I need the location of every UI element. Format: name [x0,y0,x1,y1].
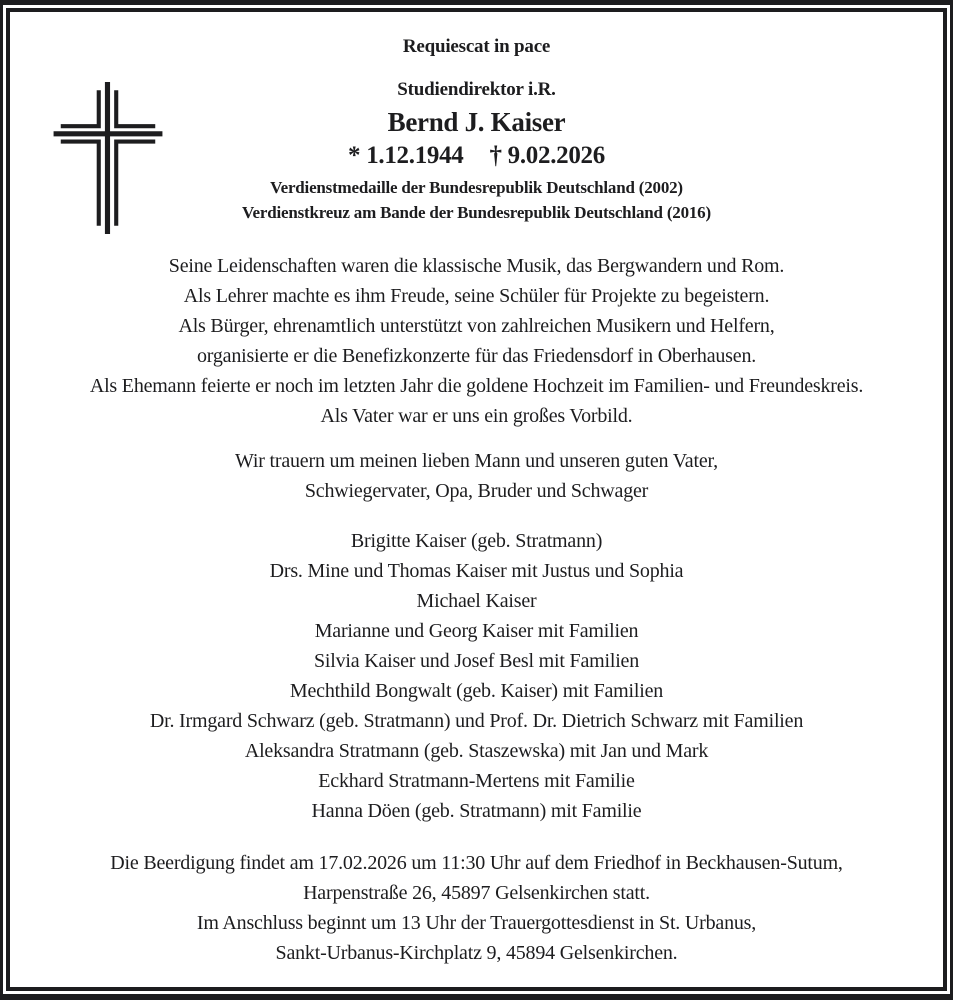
mourner-name: Hanna Döen (geb. Stratmann) mit Familie [311,800,642,822]
birth-date: * 1.12.1944 [348,142,464,169]
eulogy-line: Als Lehrer machte es ihm Freude, seine Schüler für Projekte zu begeistern. [183,285,770,307]
funeral-line: Im Anschluss beginnt um 13 Uhr der Trauergottesdienst in St. Urbanus, [196,912,757,934]
mourners-list [10,526,943,826]
funeral-line: Sankt-Urbanus-Kirchplatz 9, 45894 Gelsenkirchen. [275,942,678,964]
epitaph: Requiescat in pace [402,36,551,57]
mourner-name: Mechthild Bongwalt (geb. Kaiser) mit Familien [289,680,664,702]
mourner-name: Drs. Mine und Thomas Kaiser mit Justus und Sophia [269,560,684,582]
honor-line: Verdienstmedaille der Bundesrepublik Deutschland (2002) [270,178,683,197]
funeral-line: Die Beerdigung findet am 17.02.2026 um 11:30 Uhr auf dem Friedhof in Beckhausen-Sutum, [110,852,843,874]
mourner-name: Silvia Kaiser und Josef Besl mit Familien [313,650,640,672]
mourning-line: Wir trauern um meinen lieben Mann und unseren guten Vater, [235,450,718,472]
mourner-name: Brigitte Kaiser (geb. Stratmann) [350,530,603,552]
mourner-name: Dr. Irmgard Schwarz (geb. Stratmann) und Prof. Dr. Dietrich Schwarz mit Familien [149,710,804,732]
honor-line: Verdienstkreuz am Bande der Bundesrepublik Deutschland (2016) [242,203,711,222]
deceased-title: Studiendirektor i.R. [397,79,556,100]
eulogy-block [10,251,943,431]
eulogy-line: Als Ehemann feierte er noch im letzten Jahr die goldene Hochzeit im Familien- und Freundeskreis. [89,375,864,397]
eulogy-line: Als Bürger, ehrenamtlich unterstützt von zahlreichen Musikern und Helfern, [178,315,775,337]
death-date: † 9.02.2026 [489,142,605,169]
memorial-cross-icon [53,82,163,234]
mourner-name: Aleksandra Stratmann (geb. Staszewska) mit Jan und Mark [244,740,709,762]
deceased-name: Bernd J. Kaiser [387,107,566,137]
funeral-line: Harpenstraße 26, 45897 Gelsenkirchen statt. [303,882,650,904]
eulogy-line: Als Vater war er uns ein großes Vorbild. [320,405,633,427]
eulogy-line: Seine Leidenschaften waren die klassische Musik, das Bergwandern und Rom. [168,255,785,277]
mourner-name: Michael Kaiser [416,590,537,612]
eulogy-line: organisierte er die Benefizkonzerte für das Friedensdorf in Oberhausen. [196,345,757,367]
mourning-statement [10,446,943,506]
mourner-name: Marianne und Georg Kaiser mit Familien [314,620,639,642]
mourner-name: Eckhard Stratmann-Mertens mit Familie [318,770,635,792]
notice-border [6,8,947,991]
mourning-line: Schwiegervater, Opa, Bruder und Schwager [304,480,649,502]
funeral-details [10,848,943,968]
